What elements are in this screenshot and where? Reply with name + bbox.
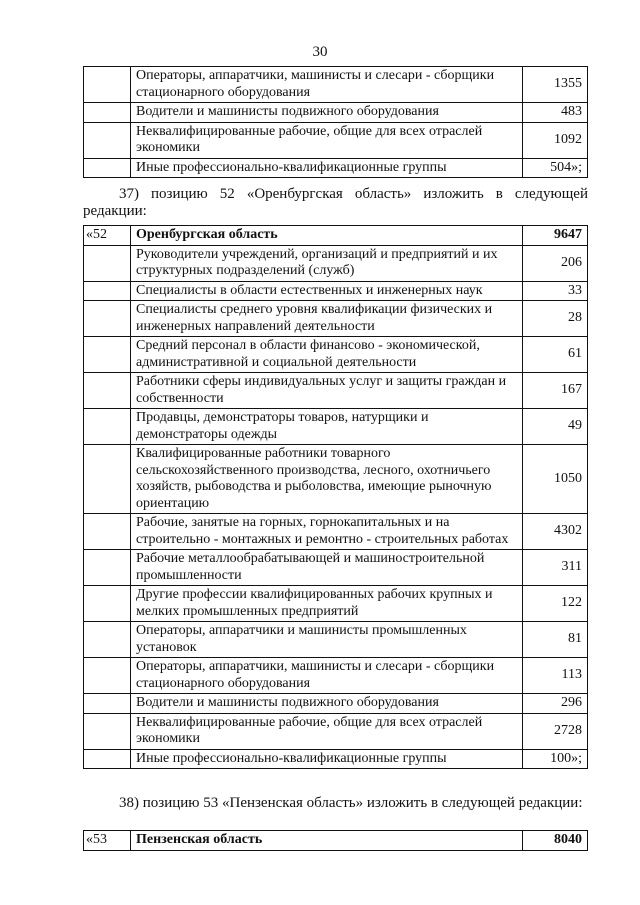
worker-count: 33	[523, 281, 588, 301]
region-name: Пензенская область	[131, 831, 523, 851]
occupation-group: Рабочие, занятые на горных, горнокапитальных и на строительно - монтажных и ремонтно - строительных работах	[131, 514, 523, 550]
occupation-group: Неквалифицированные рабочие, общие для всех отраслей экономики	[131, 122, 523, 158]
position-number: «52	[84, 226, 131, 246]
table-row	[84, 103, 588, 123]
occupation-group: Работники сферы индивидуальных услуг и защиты граждан и собственности	[131, 373, 523, 409]
region-name: Оренбургская область	[131, 226, 523, 246]
region-header-row	[84, 226, 588, 246]
row-number-cell	[84, 694, 131, 714]
paragraph-37-text: 37) позицию 52 «Оренбургская область» изложить в следующей редакции:	[83, 186, 588, 219]
worker-count: 504»;	[523, 158, 588, 178]
row-number-cell	[84, 713, 131, 749]
table-top	[83, 66, 588, 178]
worker-count: 49	[523, 409, 588, 445]
row-number-cell	[84, 550, 131, 586]
region-header-row	[84, 831, 588, 851]
occupation-group: Операторы, аппаратчики, машинисты и слесари - сборщики стационарного оборудования	[131, 658, 523, 694]
row-number-cell	[84, 122, 131, 158]
worker-count: 1050	[523, 445, 588, 514]
row-number-cell	[84, 409, 131, 445]
worker-count: 61	[523, 337, 588, 373]
region-total: 8040	[523, 831, 588, 851]
occupation-group: Продавцы, демонстраторы товаров, натурщики и демонстраторы одежды	[131, 409, 523, 445]
occupation-group: Специалисты в области естественных и инженерных наук	[131, 281, 523, 301]
table-row	[84, 158, 588, 178]
region-total: 9647	[523, 226, 588, 246]
table-row	[84, 749, 588, 769]
occupation-group: Квалифицированные работники товарного сельскохозяйственного производства, лесного, охотничьего хозяйств, рыбоводства и рыболовства, имеющие рыночную ориентацию	[131, 445, 523, 514]
table-row	[84, 713, 588, 749]
occupation-group: Руководители учреждений, организаций и предприятий и их структурных подразделений (служб)	[131, 245, 523, 281]
row-number-cell	[84, 586, 131, 622]
table-row	[84, 281, 588, 301]
position-number: «53	[84, 831, 131, 851]
worker-count: 122	[523, 586, 588, 622]
row-number-cell	[84, 749, 131, 769]
worker-count: 28	[523, 301, 588, 337]
worker-count: 296	[523, 694, 588, 714]
occupation-group: Специалисты среднего уровня квалификации физических и инженерных направлений деятельности	[131, 301, 523, 337]
occupation-group: Другие профессии квалифицированных рабочих крупных и мелких промышленных предприятий	[131, 586, 523, 622]
table-row	[84, 337, 588, 373]
row-number-cell	[84, 622, 131, 658]
table-orenburg	[83, 225, 588, 769]
row-number-cell	[84, 658, 131, 694]
occupation-group: Иные профессионально-квалификационные группы	[131, 158, 523, 178]
table-row	[84, 658, 588, 694]
worker-count: 1355	[523, 67, 588, 103]
occupation-group: Водители и машинисты подвижного оборудования	[131, 103, 523, 123]
table-row	[84, 245, 588, 281]
paragraph-38	[83, 795, 588, 812]
table-penza	[83, 830, 588, 851]
table-row	[84, 694, 588, 714]
table-row	[84, 409, 588, 445]
table-row	[84, 586, 588, 622]
row-number-cell	[84, 103, 131, 123]
row-number-cell	[84, 373, 131, 409]
worker-count: 2728	[523, 713, 588, 749]
row-number-cell	[84, 67, 131, 103]
occupation-group: Неквалифицированные рабочие, общие для всех отраслей экономики	[131, 713, 523, 749]
table-row	[84, 301, 588, 337]
row-number-cell	[84, 337, 131, 373]
worker-count: 167	[523, 373, 588, 409]
row-number-cell	[84, 281, 131, 301]
worker-count: 100»;	[523, 749, 588, 769]
occupation-group: Рабочие металлообрабатывающей и машиностроительной промышленности	[131, 550, 523, 586]
row-number-cell	[84, 245, 131, 281]
table-row	[84, 445, 588, 514]
paragraph-38-text: 38) позицию 53 «Пензенская область» изложить в следующей редакции:	[119, 795, 583, 811]
table-row	[84, 67, 588, 103]
page-number: 30	[312, 44, 328, 60]
occupation-group: Операторы, аппаратчики и машинисты промышленных установок	[131, 622, 523, 658]
table-row	[84, 514, 588, 550]
occupation-group: Операторы, аппаратчики, машинисты и слесари - сборщики стационарного оборудования	[131, 67, 523, 103]
occupation-group: Водители и машинисты подвижного оборудования	[131, 694, 523, 714]
table-row	[84, 122, 588, 158]
worker-count: 81	[523, 622, 588, 658]
worker-count: 4302	[523, 514, 588, 550]
worker-count: 483	[523, 103, 588, 123]
worker-count: 113	[523, 658, 588, 694]
row-number-cell	[84, 158, 131, 178]
row-number-cell	[84, 514, 131, 550]
paragraph-37	[83, 186, 588, 220]
occupation-group: Иные профессионально-квалификационные группы	[131, 749, 523, 769]
occupation-group: Средний персонал в области финансово - экономической, административной и социальной деятельности	[131, 337, 523, 373]
row-number-cell	[84, 445, 131, 514]
table-row	[84, 550, 588, 586]
worker-count: 311	[523, 550, 588, 586]
table-row	[84, 373, 588, 409]
worker-count: 206	[523, 245, 588, 281]
worker-count: 1092	[523, 122, 588, 158]
row-number-cell	[84, 301, 131, 337]
table-row	[84, 622, 588, 658]
